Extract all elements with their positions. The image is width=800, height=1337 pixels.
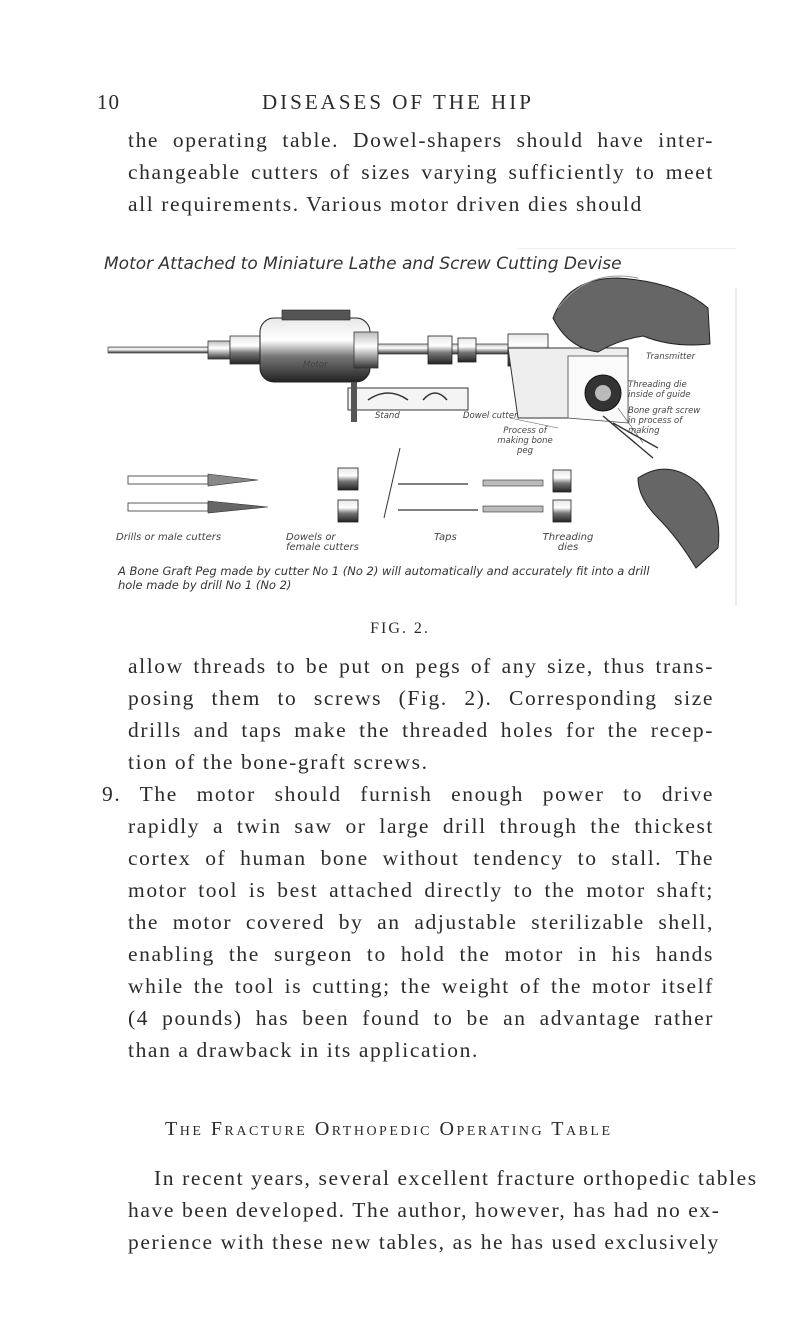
label-bone-graft-screw: Bone graft screw in process of making: [628, 406, 701, 436]
label-dowels: Dowels or female cutters: [286, 532, 359, 553]
text-line: drills and taps make the threaded holes for the recep-: [128, 718, 714, 742]
label-transmitter: Transmitter: [646, 352, 696, 362]
text-line: than a drawback in its application.: [128, 1038, 479, 1062]
label-process-bone-peg: Process of making bone peg: [497, 426, 553, 456]
item-9-paragraph: [102, 778, 714, 1066]
figure-title: Motor Attached to Miniature Lathe and Screw Cutting Devise: [104, 254, 622, 274]
text-line: rapidly a twin saw or large drill through the thickest: [128, 814, 714, 838]
text-line: motor tool is best attached directly to the motor shaft;: [128, 878, 714, 902]
text-line: changeable cutters of sizes varying sufficiently to meet: [128, 160, 714, 184]
middle-paragraph: [128, 650, 714, 778]
final-paragraph: [128, 1162, 758, 1258]
label-taps: Taps: [434, 532, 457, 543]
figure-inner-caption: A Bone Graft Peg made by cutter No 1 (No 2) will automatically and accurately fit into a drill hole made by drill No 1 (No 2): [118, 564, 650, 592]
text-line: the operating table. Dowel-shapers should have inter-: [128, 128, 714, 152]
page-header: [0, 90, 800, 120]
text-line: have been developed. The author, however, has had no ex-: [128, 1198, 721, 1222]
text-line: enabling the surgeon to hold the motor in his hands: [128, 942, 714, 966]
text-line: (4 pounds) has been found to be an advantage rather: [128, 1006, 714, 1030]
label-threading-die: Threading die inside of guide: [628, 380, 691, 400]
page-number: 10: [97, 90, 120, 114]
label-motor: Motor: [303, 360, 328, 370]
label-drills: Drills or male cutters: [116, 532, 222, 543]
text-line: 9. The motor should furnish enough power to drive: [102, 782, 714, 806]
running-head: DISEASES OF THE HIP: [262, 90, 534, 114]
text-line: perience with these new tables, as he has used exclusively: [128, 1230, 720, 1254]
text-line: posing them to screws (Fig. 2). Corresponding size: [128, 686, 714, 710]
label-stand: Stand: [375, 411, 400, 421]
text-line: all requirements. Various motor driven dies should: [128, 192, 643, 216]
label-dowel-cutter: Dowel cutter: [463, 411, 518, 421]
text-line: allow threads to be put on pegs of any size, thus trans-: [128, 654, 714, 678]
text-line: tion of the bone-graft screws.: [128, 750, 429, 774]
section-heading: The Fracture Orthopedic Operating Table: [165, 1118, 613, 1140]
text-line: while the tool is cutting; the weight of the motor itself: [128, 974, 714, 998]
text-line: In recent years, several excellent fracture orthopedic tables: [154, 1166, 758, 1190]
text-line: the motor covered by an adjustable sterilizable shell,: [128, 910, 714, 934]
figure-caption: FIG. 2.: [370, 620, 430, 637]
label-threading-dies: Threading dies: [542, 532, 594, 553]
figure-illustration: [98, 248, 738, 613]
text-line: cortex of human bone without tendency to stall. The: [128, 846, 714, 870]
top-paragraph: [128, 124, 714, 220]
